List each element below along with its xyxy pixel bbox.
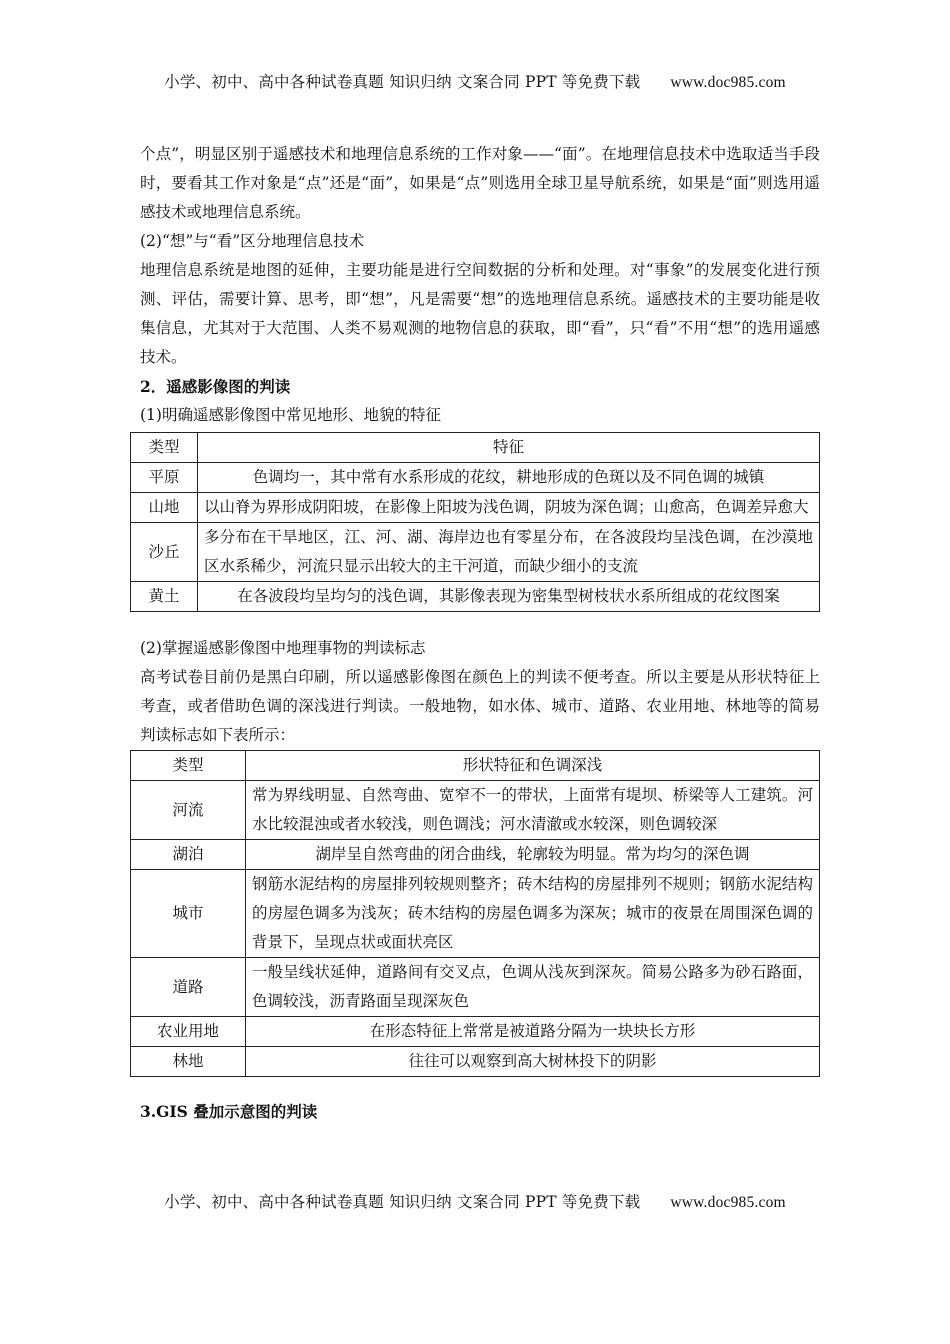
object-markers-table: [130, 750, 820, 1077]
header-url[interactable]: www.doc985.com: [670, 74, 786, 91]
table-header-cell: 形状特征和色调深浅: [246, 751, 820, 781]
table-header-row: [131, 433, 820, 463]
page-content: [140, 140, 820, 1126]
table-cell-type: 山地: [131, 493, 198, 523]
paragraph-2: 地理信息系统是地图的延伸，主要功能是进行空间数据的分析和处理。对“事象”的发展变化进行预测、评估，需要计算、思考，即“想”，凡是需要“想”的选地理信息系统。遥感技术的主要功能是收集信息，尤其对于大范围、人类不易观测的地物信息的获取，即“看”，只“看”不用“想”的选用遥感技术。: [140, 261, 820, 366]
page-footer: [0, 1190, 950, 1212]
section-heading-3: 3.GIS 叠加示意图的判读: [140, 1102, 318, 1121]
table-cell-type: 林地: [131, 1047, 246, 1077]
table-cell-type: 湖泊: [131, 840, 246, 870]
table-cell-type: 道路: [131, 958, 246, 1017]
table-cell-desc: 一般呈线状延伸，道路间有交叉点，色调从浅灰到深灰。简易公路多为砂石路面，色调较浅，沥青路面呈现深灰色: [246, 958, 820, 1017]
subheading-2-2: (2)掌握遥感影像图中地理事物的判读标志: [140, 639, 426, 657]
header-text: 小学、初中、高中各种试卷真题 知识归纳 文案合同 PPT 等免费下载: [164, 73, 641, 91]
table-cell-desc: 往往可以观察到高大树林投下的阴影: [246, 1047, 820, 1077]
table-cell-desc: 钢筋水泥结构的房屋排列较规则整齐；砖木结构的房屋排列不规则；钢筋水泥结构的房屋色调多为浅灰；砖木结构的房屋色调多为深灰；城市的夜景在周围深色调的背景下，呈现点状或面状亮区: [246, 870, 820, 958]
table-cell-desc: 湖岸呈自然弯曲的闭合曲线，轮廓较为明显。常为均匀的深色调: [246, 840, 820, 870]
subheading-2-1: (1)明确遥感影像图中常见地形、地貌的特征: [140, 406, 441, 424]
table-cell-desc: 在形态特征上常常是被道路分隔为一块块长方形: [246, 1017, 820, 1047]
table-row: [131, 523, 820, 582]
table-cell-desc: 常为界线明显、自然弯曲、宽窄不一的带状，上面常有堤坝、桥梁等人工建筑。河水比较混浊或者水较浅，则色调浅；河水清澈或水较深，则色调较深: [246, 781, 820, 840]
table-header-cell: 类型: [131, 433, 198, 463]
footer-url[interactable]: www.doc985.com: [670, 1194, 786, 1211]
table-cell-type: 沙丘: [131, 523, 198, 582]
page-header: [0, 70, 950, 92]
table-header-row: [131, 751, 820, 781]
paragraph-3: 高考试卷目前仍是黑白印刷，所以遥感影像图在颜色上的判读不便考查。所以主要是从形状特征上考查，或者借助色调的深浅进行判读。一般地物，如水体、城市、道路、农业用地、林地等的简易判读标志如下表所示：: [140, 668, 820, 744]
table-cell-desc: 以山脊为界形成阴阳坡，在影像上阳坡为浅色调，阴坡为深色调；山愈高，色调差异愈大: [198, 493, 820, 523]
table-row: [131, 1047, 820, 1077]
table-cell-desc: 多分布在干旱地区，江、河、湖、海岸边也有零星分布，在各波段均呈浅色调，在沙漠地区水系稀少，河流只显示出较大的主干河道，而缺少细小的支流: [198, 523, 820, 582]
table-cell-type: 河流: [131, 781, 246, 840]
table-cell-type: 城市: [131, 870, 246, 958]
table-cell-type: 黄土: [131, 582, 198, 612]
table-cell-desc: 在各波段均呈均匀的浅色调，其影像表现为密集型树枝状水系所组成的花纹图案: [198, 582, 820, 612]
table-header-cell: 特征: [198, 433, 820, 463]
paragraph-1: 个点”，明显区别于遥感技术和地理信息系统的工作对象——“面”。在地理信息技术中选取适当手段时，要看其工作对象是“点”还是“面”，如果是“点”则选用全球卫星导航系统，如果是“面”则选用遥感技术或地理信息系统。: [140, 145, 820, 221]
table-row: [131, 582, 820, 612]
table-row: [131, 870, 820, 958]
table-row: [131, 1017, 820, 1047]
table-row: [131, 463, 820, 493]
table-row: [131, 840, 820, 870]
table-cell-type: 平原: [131, 463, 198, 493]
footer-text: 小学、初中、高中各种试卷真题 知识归纳 文案合同 PPT 等免费下载: [164, 1193, 641, 1211]
subheading-2: (2)“想”与“看”区分地理信息技术: [140, 232, 365, 250]
table-row: [131, 781, 820, 840]
section-heading-2: 2．遥感影像图的判读: [140, 377, 291, 396]
terrain-features-table: [130, 432, 820, 612]
table-header-cell: 类型: [131, 751, 246, 781]
table-cell-type: 农业用地: [131, 1017, 246, 1047]
table-cell-desc: 色调均一，其中常有水系形成的花纹，耕地形成的色斑以及不同色调的城镇: [198, 463, 820, 493]
table-row: [131, 493, 820, 523]
table-row: [131, 958, 820, 1017]
